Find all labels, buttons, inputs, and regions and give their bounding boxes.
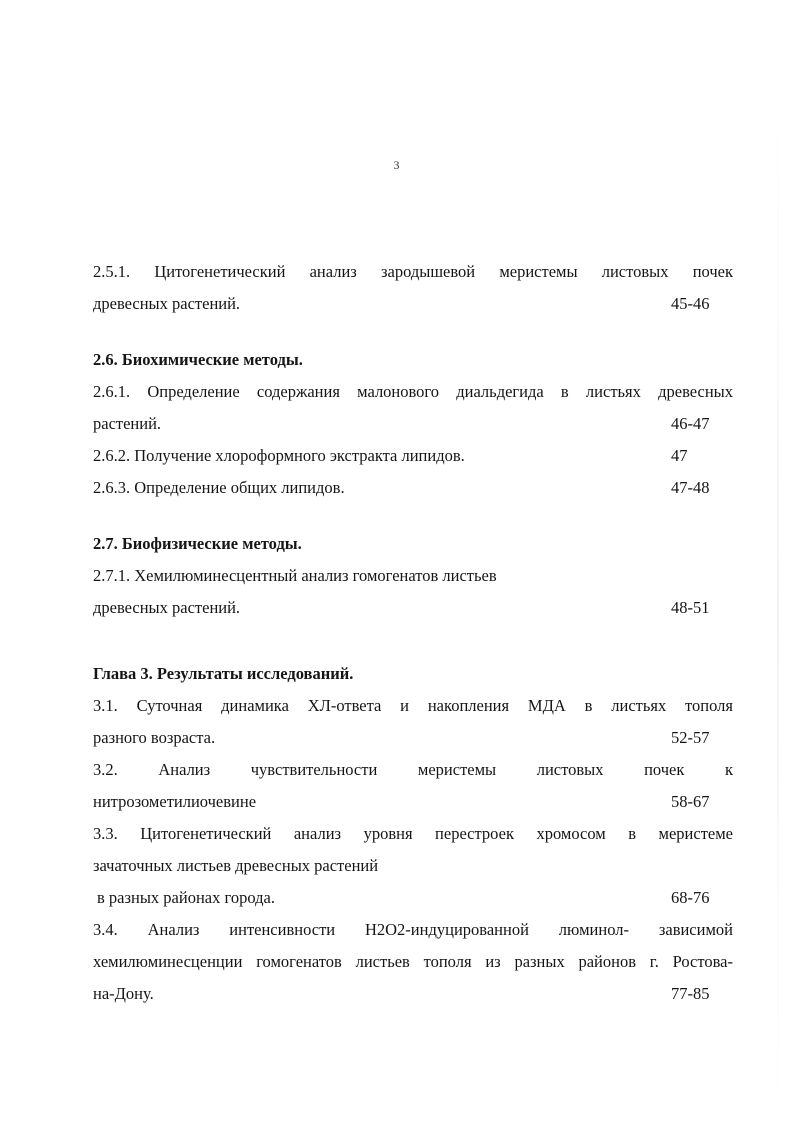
scan-edge-shadow [777,110,779,1110]
toc-page-range: 47 [671,446,688,465]
page-number: 3 [393,158,400,172]
toc-section-2-6 [93,344,733,504]
toc-entry-text: на-Дону. [93,984,154,1003]
toc-entry-text: в разных районах города. [97,888,275,907]
toc-heading: 2.6. Биохимические методы. [93,350,303,369]
toc-page-range: 68-76 [671,888,710,907]
toc-page-range: 77-85 [671,984,710,1003]
toc-page-range: 47-48 [671,478,710,497]
toc-entry-last-line [93,786,733,818]
toc-entry-text: древесных растений. [93,294,241,313]
toc-entry-2-6-2 [93,440,733,472]
toc-entry-text: нитрозометилиочевине [93,792,257,811]
toc-chapter-3 [93,658,733,1010]
toc-entry-text: 3.2. Анализ чувствительности меристемы листовых почек к [93,760,733,779]
toc-entry-text: разного возраста. [93,728,216,747]
toc-page-range: 45-46 [671,294,710,313]
toc-entry-text: 2.6.3. Определение общих липидов. [93,478,345,497]
toc-heading: Глава 3. Результаты исследований. [93,664,354,683]
toc-section-2-7 [93,528,733,624]
toc-entry-text: 3.4. Анализ интенсивности Н2О2-индуцированной люминол- зависимой [93,920,733,939]
toc-entry-last-line [93,978,733,1010]
toc-page-range: 52-57 [671,728,710,747]
toc-entry-text: 2.6.1. Определение содержания малонового диальдегида в листьях древесных [93,382,733,401]
toc-heading: 2.7. Биофизические методы. [93,534,302,553]
toc-entry-text: зачаточных листьев древесных растений [93,856,379,875]
toc-entry-text: 3.3. Цитогенетический анализ уровня перестроек хромосом в меристеме [93,824,733,843]
toc-entry-text: древесных растений. [93,598,241,617]
toc-entry-text: 2.6.2. Получение хлороформного экстракта липидов. [93,446,465,465]
toc-entry-last-line [93,592,733,624]
toc-entry-last-line [93,722,733,754]
toc-entry-2-6-3 [93,472,733,504]
toc-page-range: 58-67 [671,792,710,811]
toc-entry-2-5-1 [93,256,733,320]
toc-entry-text: 2.7.1. Хемилюминесцентный анализ гомогенатов листьев [93,566,497,585]
toc-page-range: 48-51 [671,598,710,617]
toc-entry-text: 2.5.1. Цитогенетический анализ зародышевой меристемы листовых почек [93,262,733,281]
toc-entry-last-line [93,882,733,914]
toc-entry-text: 3.1. Суточная динамика ХЛ-ответа и накопления МДА в листьях тополя [93,696,733,715]
toc-entry-text: хемилюминесценции гомогенатов листьев тополя из разных районов г. Ростова- [93,952,733,971]
toc-page-range: 46-47 [671,414,710,433]
toc-entry-last-line [93,288,733,320]
toc-entry-last-line [93,408,733,440]
toc-entry-text: растений. [93,414,162,433]
